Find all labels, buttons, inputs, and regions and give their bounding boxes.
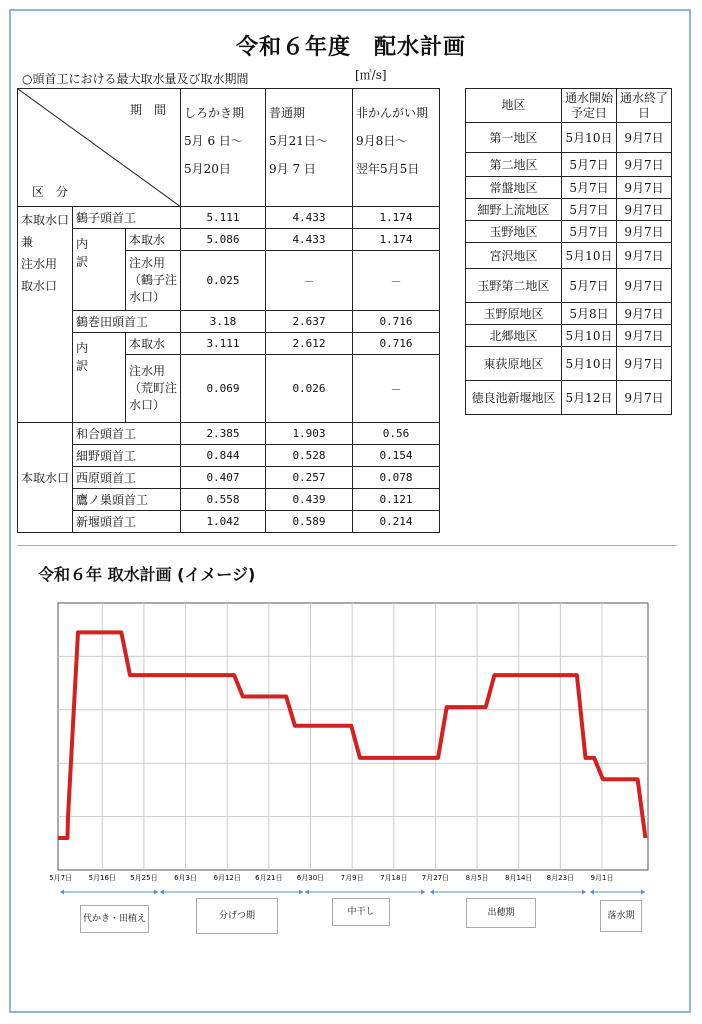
phase-arrow-head	[590, 890, 594, 895]
cell: 0.026	[266, 355, 353, 423]
end-date: 9月7日	[617, 269, 672, 303]
row-name: 鶴子頭首工	[73, 207, 181, 229]
cell: 0.025	[181, 251, 266, 311]
district-name: 細野上流地区	[466, 199, 562, 221]
group1-line: 本取水口	[21, 213, 70, 227]
cell: 1.174	[353, 229, 440, 251]
cell: 0.844	[181, 445, 266, 467]
cell: －	[353, 251, 440, 311]
row-name: 鷹ノ巣頭首工	[73, 489, 181, 511]
cell: 0.56	[353, 423, 440, 445]
start-date: 5月7日	[562, 199, 617, 221]
cell: 0.716	[353, 311, 440, 333]
cell: 0.121	[353, 489, 440, 511]
x-tick-label: 7月18日	[380, 874, 408, 882]
cell: 0.154	[353, 445, 440, 467]
col-hikangai-name: 非かんがい期	[356, 106, 429, 120]
row-sub: （荒町注水口）	[129, 381, 178, 412]
end-date: 9月7日	[617, 303, 672, 325]
col-hikangai-end: 翌年5月5日	[356, 162, 420, 176]
x-tick-label: 6月12日	[213, 874, 241, 882]
district-name: 常盤地区	[466, 177, 562, 199]
col-shirokaki-end: 5月20日	[184, 162, 231, 176]
col-hikangai-start: 9月8日～	[356, 134, 408, 148]
district-name: 第一地区	[466, 123, 562, 153]
end-date: 9月7日	[617, 243, 672, 269]
cell: 5.086	[181, 229, 266, 251]
x-tick-label: 8月23日	[546, 874, 575, 882]
cell: 3.111	[181, 333, 266, 355]
phase-arrow-head	[305, 890, 309, 895]
header-division: 区 分	[32, 185, 69, 199]
phase-arrow-head	[154, 890, 158, 895]
end-date: 9月7日	[617, 325, 672, 347]
cell: 0.439	[266, 489, 353, 511]
uchiwake-char: 訳	[76, 255, 89, 269]
cell: 2.637	[266, 311, 353, 333]
row-sub: （鶴子注水口）	[129, 273, 178, 304]
header-period: 期 間	[129, 103, 166, 117]
phase-label: 代かき・田植え	[80, 905, 149, 933]
col-shirokaki-name: しろかき期	[184, 106, 245, 120]
group1-line: 取水口	[21, 279, 58, 293]
page-title: 令和６年度 配水計画	[235, 35, 466, 60]
end-date: 9月7日	[617, 123, 672, 153]
cell: 0.078	[353, 467, 440, 489]
cell: 0.589	[266, 511, 353, 533]
phase-arrow-head	[582, 890, 586, 895]
uchiwake-char: 内	[76, 237, 89, 251]
x-tick-label: 6月21日	[255, 874, 283, 882]
phase-arrows	[60, 890, 645, 895]
start-date: 5月10日	[562, 325, 617, 347]
row-name: 注水用	[129, 364, 166, 378]
group2-label: 本取水口	[18, 423, 73, 533]
cell: 2.385	[181, 423, 266, 445]
cell: 1.042	[181, 511, 266, 533]
col-futsuki-name: 普通期	[269, 106, 306, 120]
end-date: 9月7日	[617, 199, 672, 221]
x-tick-label: 7月9日	[340, 874, 364, 882]
x-tick-label: 5月25日	[130, 874, 158, 882]
row-name: 西原頭首工	[73, 467, 181, 489]
phase-label: 中干し	[332, 898, 390, 926]
x-tick-label: 6月30日	[296, 874, 325, 882]
unit-label: [㎥/s]	[355, 68, 387, 82]
phase-arrow-head	[160, 890, 164, 895]
district-name: 東荻原地区	[466, 347, 562, 381]
x-tick-label: 9月1日	[590, 874, 614, 882]
cell: －	[266, 251, 353, 311]
start-date: 5月7日	[562, 221, 617, 243]
col-shirokaki-start: 5月 6 日～	[184, 134, 243, 148]
row-name: 和合頭首工	[73, 423, 181, 445]
district-name: 宮沢地区	[466, 243, 562, 269]
end-date: 9月7日	[617, 221, 672, 243]
district-name: 徳良池新堰地区	[466, 381, 562, 415]
start-date: 5月8日	[562, 303, 617, 325]
phase-label: 分げつ期	[196, 898, 278, 934]
row-name: 本取水	[126, 333, 181, 355]
end-date: 9月7日	[617, 153, 672, 177]
group1-line: 兼	[21, 235, 34, 249]
cell: 0.716	[353, 333, 440, 355]
cell: 1.903	[266, 423, 353, 445]
x-tick-label: 8月5日	[465, 874, 489, 882]
start-date: 5月7日	[562, 153, 617, 177]
row-name: 細野頭首工	[73, 445, 181, 467]
phase-arrow-head	[421, 890, 425, 895]
uchiwake-char: 訳	[76, 359, 89, 373]
cell: 2.612	[266, 333, 353, 355]
start-date: 5月7日	[562, 269, 617, 303]
side-header: 通水終了日	[617, 89, 672, 123]
start-date: 5月7日	[562, 177, 617, 199]
phase-arrow-head	[430, 890, 434, 895]
side-header: 地区	[466, 89, 562, 123]
cell: 0.528	[266, 445, 353, 467]
x-tick-label: 5月7日	[49, 874, 73, 882]
uchiwake-char: 内	[76, 341, 89, 355]
cell: 1.174	[353, 207, 440, 229]
start-date: 5月10日	[562, 243, 617, 269]
row-name: 鶴巻田頭首工	[73, 311, 181, 333]
start-date: 5月10日	[562, 123, 617, 153]
district-name: 玉野地区	[466, 221, 562, 243]
start-date: 5月10日	[562, 347, 617, 381]
x-tick-label: 8月14日	[505, 874, 533, 882]
cell: 0.558	[181, 489, 266, 511]
cell: 4.433	[266, 207, 353, 229]
table-subtitle: ○頭首工における最大取水量及び取水期間	[22, 72, 249, 86]
district-name: 玉野原地区	[466, 303, 562, 325]
end-date: 9月7日	[617, 347, 672, 381]
end-date: 9月7日	[617, 381, 672, 415]
cell: 0.407	[181, 467, 266, 489]
side-header: 通水開始予定日	[562, 89, 617, 123]
group1-line: 注水用	[21, 257, 58, 271]
district-name: 玉野第二地区	[466, 269, 562, 303]
x-tick-label: 6月3日	[174, 874, 198, 882]
col-futsuki-end: 9月 7 日	[269, 162, 316, 176]
phase-arrow-head	[299, 890, 303, 895]
chart-title: 令和６年 取水計画 (イメージ)	[38, 565, 256, 584]
x-tick-label: 5月16日	[88, 874, 116, 882]
x-tick-label: 7月27日	[421, 874, 450, 882]
cell: 3.18	[181, 311, 266, 333]
col-futsuki-start: 5月21日～	[269, 134, 328, 148]
cell: 0.069	[181, 355, 266, 423]
cell: －	[353, 355, 440, 423]
cell: 4.433	[266, 229, 353, 251]
phase-arrow-head	[60, 890, 64, 895]
phase-label: 出穂期	[466, 898, 536, 928]
cell: 0.257	[266, 467, 353, 489]
cell: 0.214	[353, 511, 440, 533]
phase-label: 落水期	[600, 900, 642, 932]
district-name: 第二地区	[466, 153, 562, 177]
start-date: 5月12日	[562, 381, 617, 415]
row-name: 注水用	[129, 256, 166, 270]
phase-arrow-head	[641, 890, 645, 895]
cell: 5.111	[181, 207, 266, 229]
row-name: 新堰頭首工	[73, 511, 181, 533]
chart-x-ticks	[49, 874, 613, 882]
district-name: 北郷地区	[466, 325, 562, 347]
end-date: 9月7日	[617, 177, 672, 199]
row-name: 本取水	[126, 229, 181, 251]
